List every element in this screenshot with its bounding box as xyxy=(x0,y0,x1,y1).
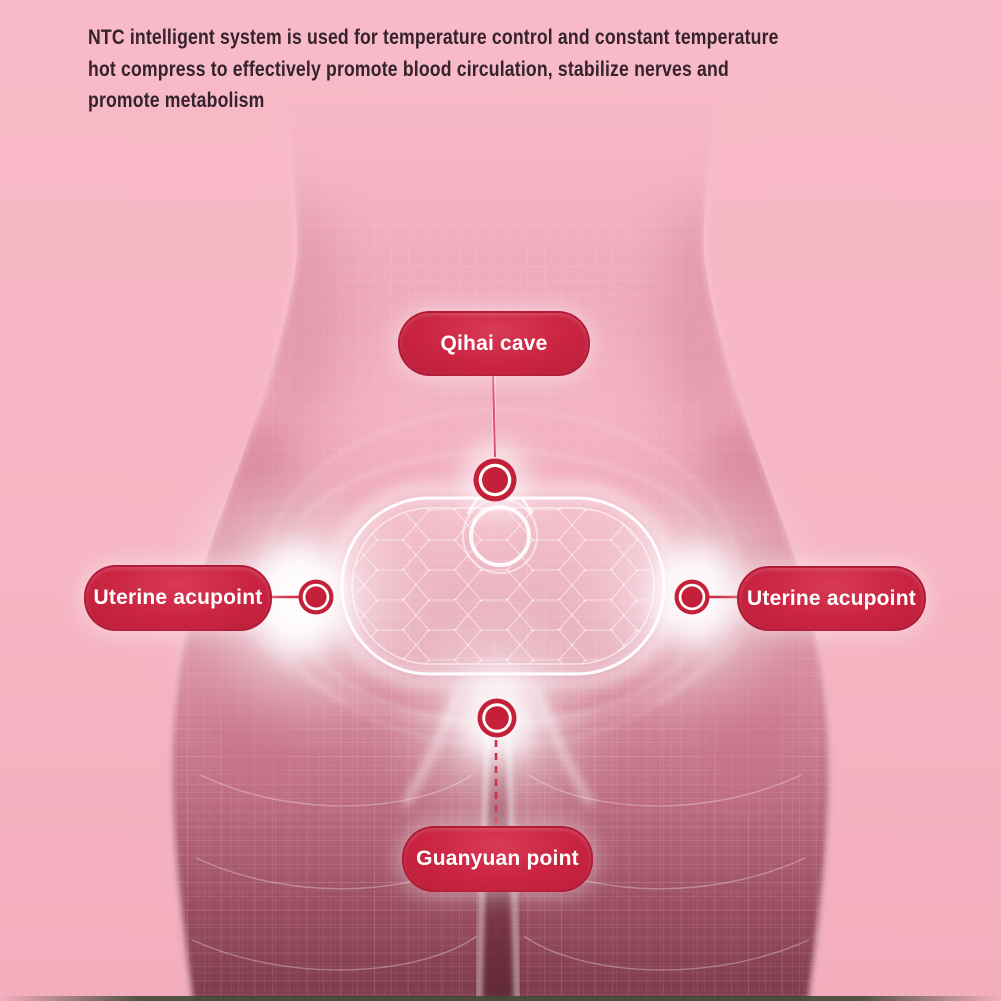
description-text xyxy=(88,22,779,117)
acupoint-marker-left-icon xyxy=(299,580,334,615)
description-line-3: promote metabolism xyxy=(88,89,265,112)
acupoint-label-qihai-text: Qihai cave xyxy=(440,331,548,355)
description-line-2: hot compress to effectively promote blood circulation, stabilize nerves and xyxy=(88,57,729,81)
acupoint-label-qihai xyxy=(398,311,590,376)
acupoint-label-guanyuan xyxy=(402,826,593,892)
description-line-1: NTC intelligent system is used for temperature control and constant temperature xyxy=(88,26,779,49)
acupoint-marker-bottom-icon xyxy=(478,699,517,738)
circuit-pattern xyxy=(352,508,654,664)
acupoint-label-uterine-left-text: Uterine acupoint xyxy=(93,586,263,609)
bottom-edge-strip xyxy=(0,996,1001,1001)
acupoint-label-uterine-left xyxy=(84,565,272,631)
acupoint-label-uterine-right-text: Uterine acupoint xyxy=(747,586,916,610)
acupoint-label-guanyuan-text: Guanyuan point xyxy=(416,847,579,870)
acupoint-label-uterine-right xyxy=(737,566,926,631)
acupoint-marker-right-icon xyxy=(675,580,710,615)
acupoint-marker-top-icon xyxy=(474,459,517,502)
heating-pad-device xyxy=(334,490,672,682)
